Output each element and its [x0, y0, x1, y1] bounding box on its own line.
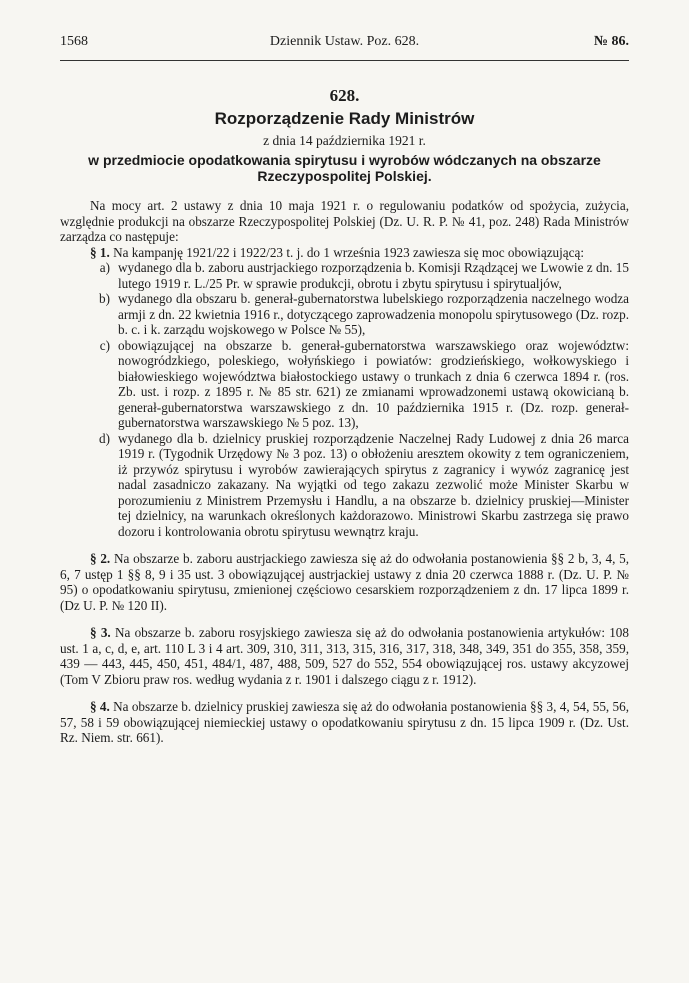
section-1-label: § 1. [90, 244, 110, 260]
section-3-label: § 3. [90, 625, 111, 640]
section-1-items [60, 260, 629, 539]
list-item-label: a) [99, 260, 110, 275]
section-4-text: Na obszarze b. dzielnicy pruskiej zawiesza się aż do odwołania postanowienia §§ 3, 4, 54, 55, 56, 57, 58 i 59 obowiązującej niemieckiej ustawy o opodatkowaniu spirytusu z dn. 15 lipca 1909 r. (Dz. Ust. Rz. Niem. str. 661). [60, 699, 630, 745]
section-4 [60, 699, 629, 746]
journal-title: Dziennik Ustaw. Poz. 628. [269, 34, 420, 49]
list-item-text: wydanego dla b. dzielnicy pruskiej rozporządzenie Naczelnej Rady Ludowej z dnia 26 marca 1919 r. (Tygodnik Urzędowy № 3 poz. 13) o obłożeniu aresztem okowity z tem ograniczeniem, iż przywóz spirytusu i wyrobów zawierających spirytus z zagranicy i wywóz zagranicę jest nadal zasadniczo zakazany. Na wyjątki od tego zakazu zezwolić może Minister Skarbu w porozumieniu z Ministrem Przemysłu i Handlu, a na obszarze b. dzielnicy pruskiej—Minister tej dzielnicy, na warunkach określonych każdorazowo. Ministrowi Skarbu zastrzega się prawo dozoru i kontrolowania obrotu spirytusu wewnątrz kraju. [118, 430, 629, 539]
act-date: z dnia 14 października 1921 r. [263, 133, 426, 148]
list-item [60, 291, 629, 338]
list-item-text: obowiązującej na obszarze b. generał-gubernatorstwa warszawskiego oraz województw: nowogródzkiego, poleskiego, wołyńskiego i powiatów: grodzieńskiego, wołkowyskiego i białowieskiego województwa białostockiego ustawy o trunkach z dnia 6 czerwca 1894 r. (ros. Zb. ust. i rozp. z 1895 r. № 85 str. 621) ze zmianami wprowadzonemi ustawą okowicianą b. generał-gubernatorstwa warszawskiego z dn. 10 października 1915 r. (Dz. rozp. generał-gubernatorstwa warszawskiego № 5 poz. 13), [118, 337, 629, 430]
list-item-label: c) [99, 337, 110, 353]
section-2-label: § 2. [90, 551, 111, 566]
act-title: Rozporządzenie Rady Ministrów [214, 109, 475, 128]
section-2-text: Na obszarze b. zaboru austrjackiego zawiesza się aż do odwołania postanowienia §§ 2 b, 3, 4, 5, 6, 7 ustęp 1 §§ 8, 9 i 35 ust. 3 obowiązującej austrjackiej ustawy z dnia 20 czerwca 1888 r. (Dz. U. P. № 95) o opodatkowaniu spirytusu, zmienionej częściowo cesarskiem rozporządzeniem z dn. 17 lipca 1899 r. (Dz U. P. № 120 II). [60, 551, 630, 613]
list-item-text: wydanego dla b. zaboru austrjackiego rozporządzenia b. Komisji Rządzącej we Lwowie z dn. 15 lutego 1919 r. L./25 Pr. w sprawie produkcji, obrotu i zbytu spirytusu i spirytualjów, [118, 260, 629, 291]
list-item [60, 338, 629, 431]
header-rule [60, 60, 629, 61]
section-2 [60, 551, 629, 613]
page-number: 1568 [60, 34, 88, 49]
act-subject: w przedmiocie opodatkowania spirytusu i wyrobów wódczanych na obszarze Rzeczypospolitej Polskiej. [88, 152, 601, 184]
page-header [60, 30, 629, 54]
issue-number: № 86. [593, 34, 629, 49]
list-item [60, 260, 629, 291]
section-3-text: Na obszarze b. zaboru rosyjskiego zawiesza się aż do odwołania postanowienia artykułów: 108 ust. 1 a, c, d, e, art. 110 L 3 i 4 art. 309, 310, 311, 313, 315, 316, 317, 318, 348, 349, 351 do 355, 358, 359, 439 — 443, 445, 450, 451, 484/1, 487, 488, 509, 527 do 552, 554 obowiązującej ros. ustawy akcyzowej (Tom V Zbioru praw ros. według wydania z r. 1901 i dalszego ciągu z r. 1912). [60, 625, 629, 687]
section-4-label: § 4. [90, 699, 110, 714]
section-1 [60, 245, 629, 261]
document-body [60, 84, 629, 746]
section-3 [60, 625, 629, 687]
list-item [60, 431, 629, 540]
list-item-label: d) [99, 430, 110, 446]
intro-paragraph: Na mocy art. 2 ustawy z dnia 10 maja 1921 r. o regulowaniu podatków od spożycia, zużycia, względnie produkcji na obszarze Rzeczypospolitej Polskiej (Dz. U. R. P. № 41, poz. 248) Rada Ministrów zarządza co następuje: [60, 198, 629, 244]
list-item-text: wydanego dla obszaru b. generał-gubernatorstwa lubelskiego rozporządzenia naczelnego wodza armji z dn. 22 kwietnia 1916 r., dotyczącego zaprowadzenia monopolu spirytusowego (Dz. rozp. b. c. i k. zarządu wojskowego w Polsce № 55), [118, 291, 629, 337]
list-item-label: b) [99, 291, 110, 306]
act-number: 628. [329, 86, 360, 105]
section-1-text: Na kampanję 1921/22 i 1922/23 t. j. do 1 września 1923 zawiesza się moc obowiązującą: [113, 244, 585, 260]
